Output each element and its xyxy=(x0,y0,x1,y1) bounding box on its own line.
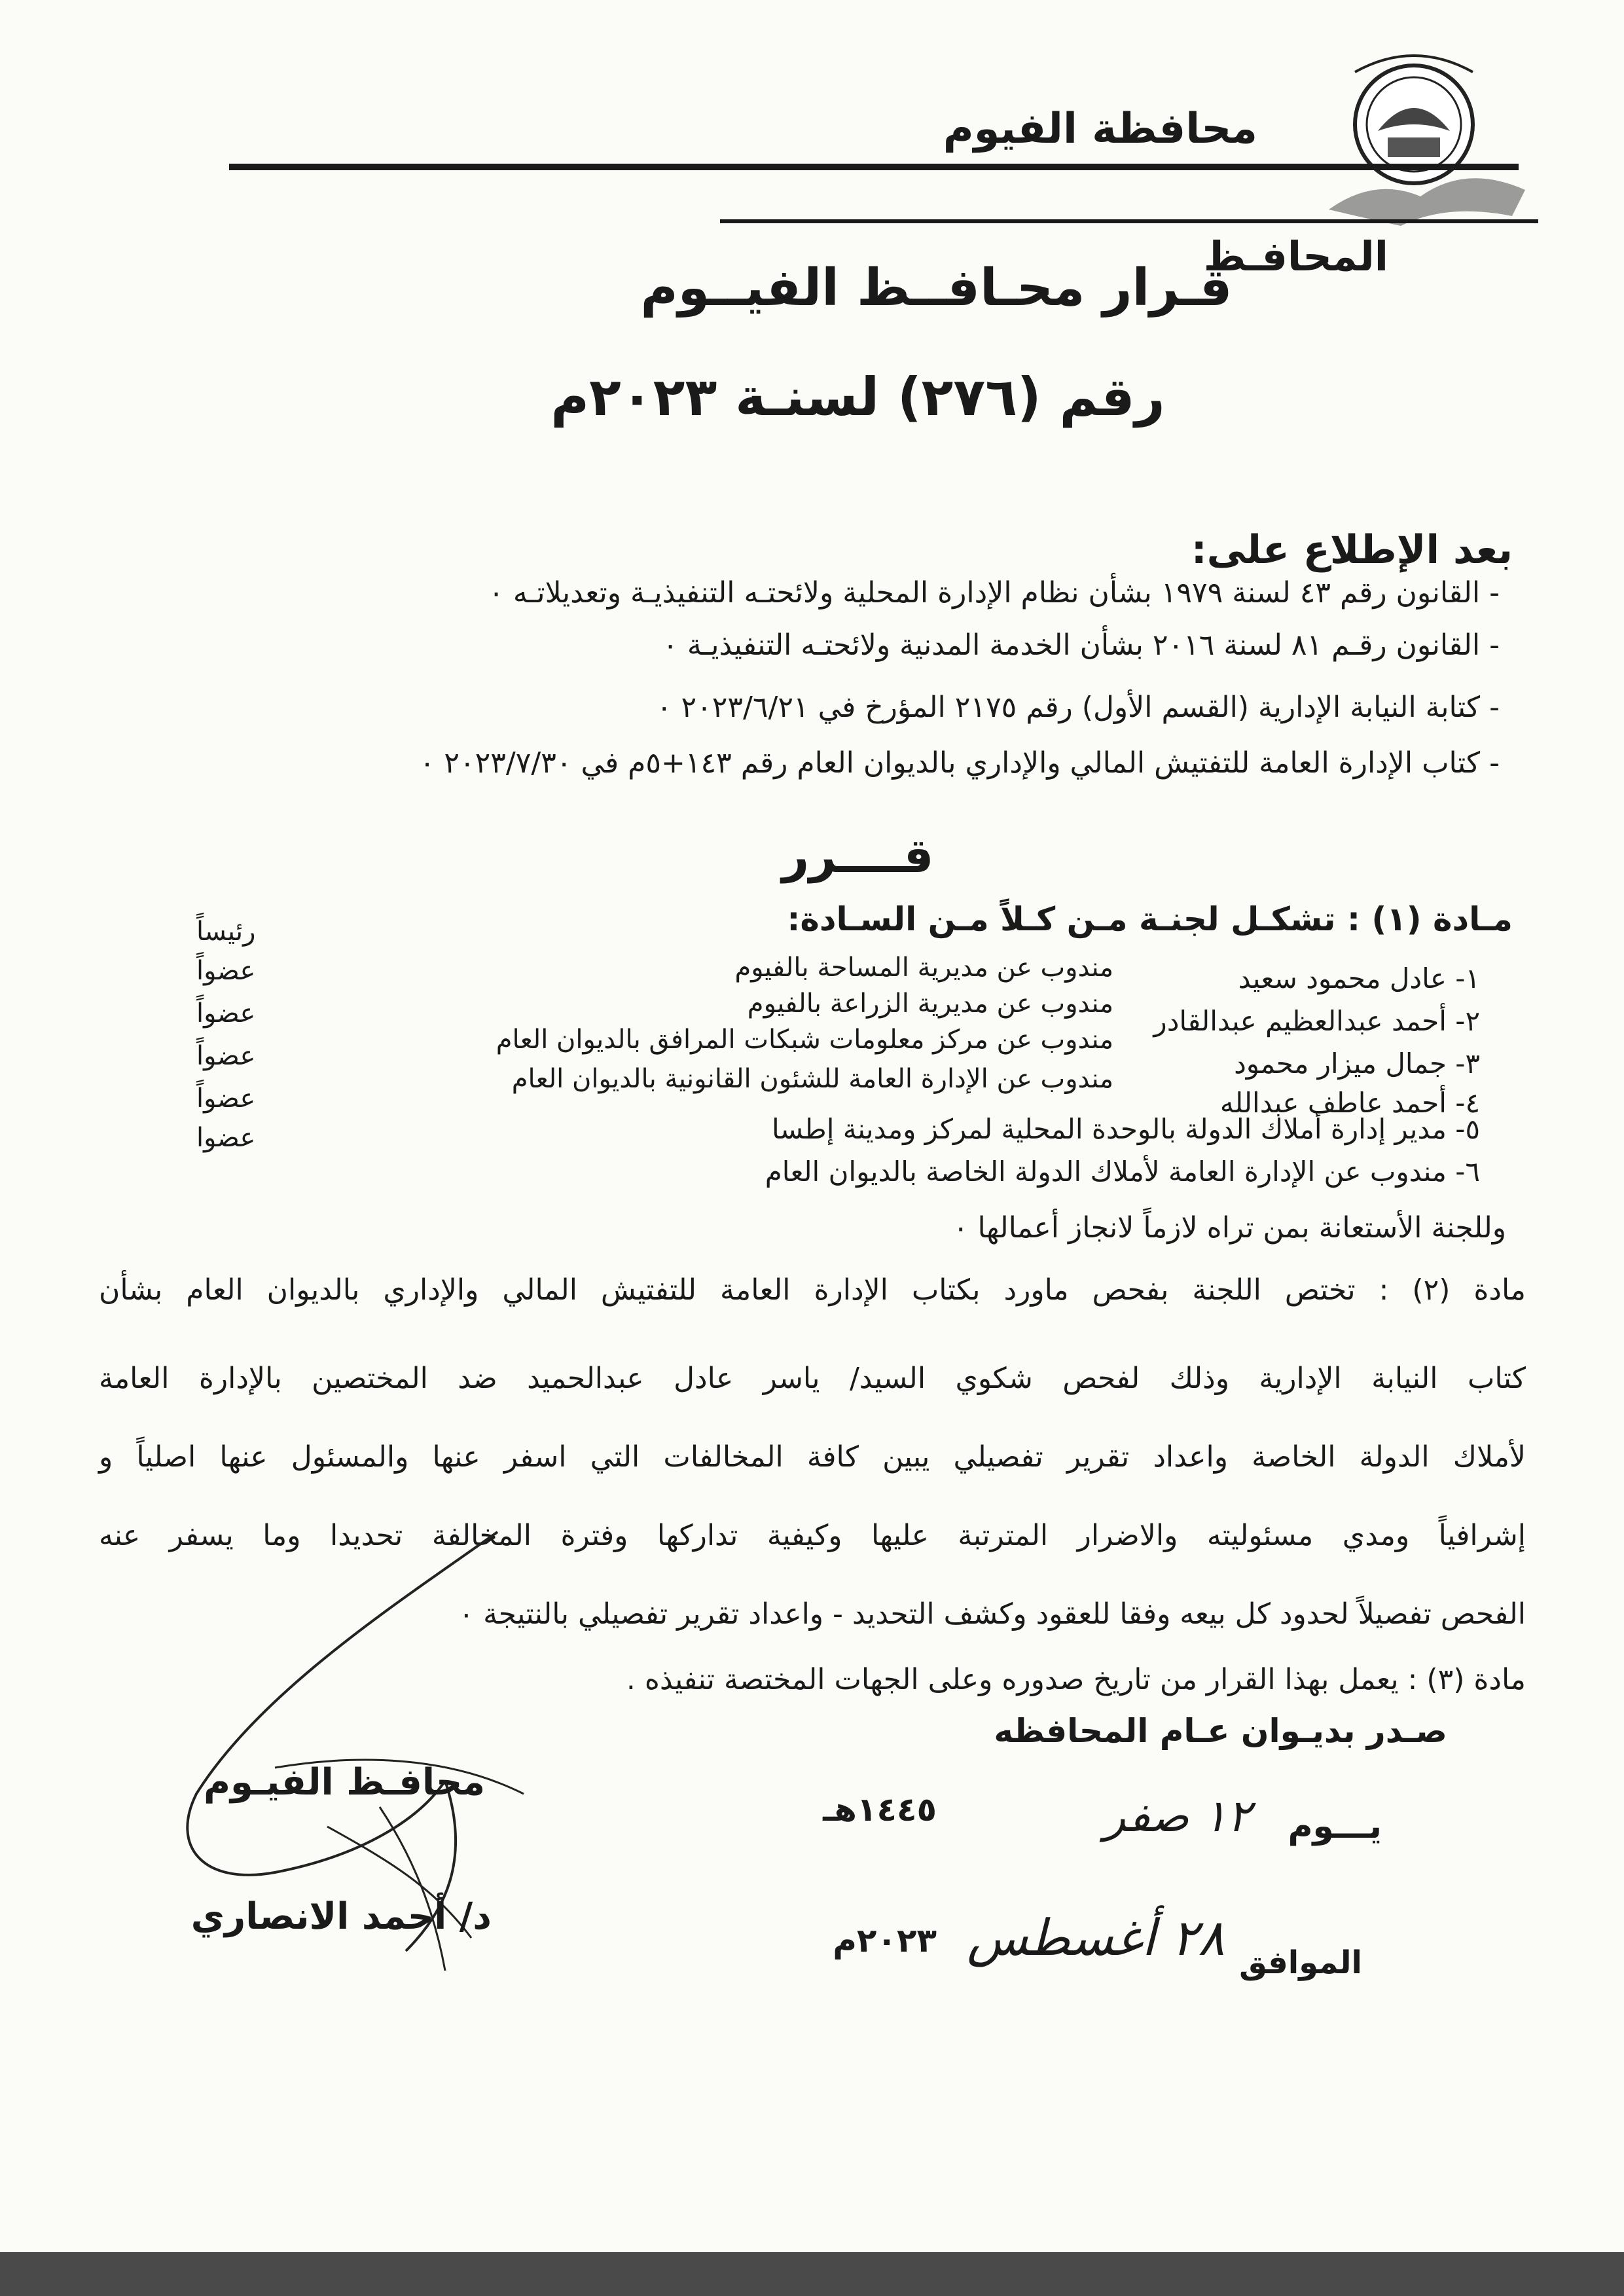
member-role: مندوب عن مركز معلومات شبكات المرافق بالديوان العام xyxy=(496,1025,1113,1055)
member-status: عضواً xyxy=(196,998,256,1029)
member-name: ٣- جمال ميزار محمود xyxy=(1234,1048,1480,1080)
article-2-line: لأملاك الدولة الخاصة واعداد تقرير تفصيلي يبين كافة المخالفات التي اسفر عنها والمسئول عنها اصلياً و xyxy=(99,1440,1526,1474)
signatory-name: د/ أحمد الانصاري xyxy=(190,1895,492,1938)
member-status: عضواً xyxy=(196,956,256,986)
member-status: رئيساً xyxy=(196,917,256,947)
decree-number: رقم (٢٧٦) لسنـة ٢٠٢٣م xyxy=(550,367,1165,428)
date-hijri-year: ١٤٤٥هـ xyxy=(823,1791,937,1829)
date-gregorian-label: الموافق xyxy=(1239,1944,1362,1981)
member-name: ١- عادل محمود سعيد xyxy=(1238,962,1480,994)
article-2-line: إشرافياً ومدي مسئوليته والاضرار المترتبة عليها وكيفية تداركها وفترة المخالفة تحديدا وما يسفر عنه xyxy=(99,1519,1526,1552)
preamble-item: - القانون رقم ٤٣ لسنة ١٩٧٩ بشأن نظام الإدارة المحلية ولائحتـه التنفيذيـة وتعديلاتـه ٠ xyxy=(488,576,1500,610)
date-gregorian-year: ٢٠٢٣م xyxy=(833,1922,937,1959)
member-name: ٥- مدير إدارة أملاك الدولة بالوحدة المحلية لمركز ومدينة إطسا xyxy=(772,1113,1480,1145)
article-2-line: مادة (٢) : تختص اللجنة بفحص ماورد بكتاب الإدارة العامة للتفتيش المالي والإداري بالديوان العام بشأن xyxy=(99,1273,1526,1307)
preamble-item: - كتاب الإدارة العامة للتفتيش المالي والإداري بالديوان العام رقم ١٤٣+٥م في ٢٠٢٣/٧/٣٠ ٠ xyxy=(419,746,1500,780)
article-1-heading: مـادة (١) : تشكـل لجنـة مـن كـلاً مـن السـادة: xyxy=(787,900,1513,938)
member-status: عضوا xyxy=(196,1123,256,1153)
member-name: ٤- أحمد عاطف عبدالله xyxy=(1219,1087,1480,1119)
article-3-text: مادة (٣) : يعمل بهذا القرار من تاريخ صدوره وعلى الجهات المختصة تنفيذه . xyxy=(626,1663,1526,1696)
header-rule-secondary xyxy=(720,219,1538,223)
article-2-line: كتاب النيابة الإدارية وذلك لفحص شكوي السيد/ ياسر عادل عبدالحميد ضد المختصين بالإدارة العامة xyxy=(99,1362,1526,1395)
signatory-title: محافـظ الفيـوم xyxy=(203,1761,485,1804)
preamble-heading: بعد الإطلاع على: xyxy=(1191,527,1513,573)
article-1-note: وللجنة الأستعانة بمن تراه لازماً لانجاز أعمالها ٠ xyxy=(952,1211,1506,1245)
preamble-item: - كتابة النيابة الإدارية (القسم الأول) رقم ٢١٧٥ المؤرخ في ٢٠٢٣/٦/٢١ ٠ xyxy=(656,691,1500,724)
decision-heading: قــــرر xyxy=(782,828,934,883)
decree-title: قـرار محـافــظ الفيــوم xyxy=(640,259,1233,318)
member-role: مندوب عن مديرية الزراعة بالفيوم xyxy=(747,989,1113,1019)
member-role: مندوب عن الإدارة العامة للشئون القانونية بالديوان العام xyxy=(511,1064,1113,1094)
date-gregorian-handwritten: ٢٨ أغسطس xyxy=(967,1908,1225,1967)
date-day-label: يـــوم xyxy=(1288,1807,1382,1846)
governorate-emblem xyxy=(1316,46,1532,229)
member-name: ٢- أحمد عبدالعظيم عبدالقادر xyxy=(1153,1005,1480,1037)
member-status: عضواً xyxy=(196,1041,256,1071)
article-2-line: الفحص تفصيلاً لحدود كل بيعه وفقا للعقود وكشف التحديد - واعداد تقرير تفصيلي بالنتيجة ٠ xyxy=(458,1597,1526,1631)
office-label: المحافـظ xyxy=(1203,232,1388,280)
member-role: مندوب عن مديرية المساحة بالفيوم xyxy=(734,953,1113,983)
governorate-name: محافظة الفيوم xyxy=(943,105,1257,153)
member-status: عضواً xyxy=(196,1084,256,1114)
issued-statement: صـدر بديـوان عـام المحافظه xyxy=(994,1712,1447,1750)
scan-edge xyxy=(0,2252,1624,2296)
date-day-handwritten: ١٢ صفر xyxy=(1104,1791,1251,1842)
member-name: ٦- مندوب عن الإدارة العامة لأملاك الدولة الخاصة بالديوان العام xyxy=(765,1156,1480,1188)
header-rule xyxy=(229,164,1519,170)
preamble-item: - القانون رقـم ٨١ لسنة ٢٠١٦ بشأن الخدمة المدنية ولائحتـه التنفيذيـة ٠ xyxy=(662,629,1500,662)
